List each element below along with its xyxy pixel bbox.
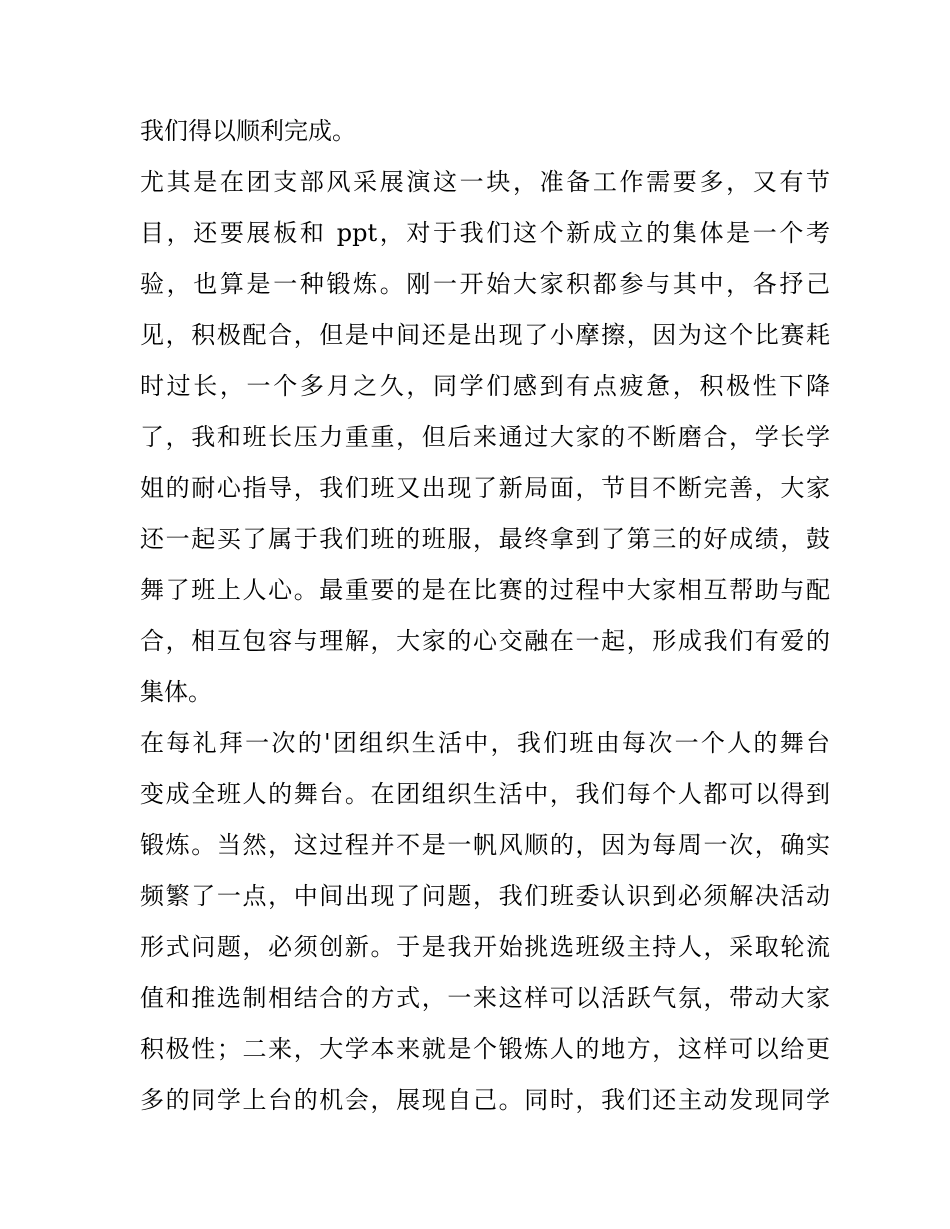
text-line: 姐的耐心指导，我们班又出现了新局面，节目不断完善，大家 <box>140 474 830 502</box>
text-line: 还一起买了属于我们班的班服，最终拿到了第三的好成绩，鼓 <box>140 525 830 553</box>
text-line: 尤其是在团支部风采展演这一块，准备工作需要多，又有节 <box>140 168 830 196</box>
text-line: 验，也算是一种锻炼。刚一开始大家积都参与其中，各抒己 <box>140 270 830 298</box>
text-line: 锻炼。当然，这过程并不是一帆风顺的，因为每周一次，确实 <box>140 831 830 859</box>
text-line: 频繁了一点，中间出现了问题，我们班委认识到必须解决活动 <box>140 882 830 910</box>
text-line: 我们得以顺利完成。 <box>140 117 356 145</box>
text-line: 见，积极配合，但是中间还是出现了小摩擦，因为这个比赛耗 <box>140 321 830 349</box>
text-line: 在每礼拜一次的'团组织生活中，我们班由每次一个人的舞台 <box>140 729 830 757</box>
text-line: 目，还要展板和 ppt，对于我们这个新成立的集体是一个考 <box>140 219 830 247</box>
text-line: 值和推选制相结合的方式，一来这样可以活跃气氛，带动大家 <box>140 984 830 1012</box>
text-line: 形式问题，必须创新。于是我开始挑选班级主持人，采取轮流 <box>140 933 830 961</box>
text-line: 时过长，一个多月之久，同学们感到有点疲惫，积极性下降 <box>140 372 830 400</box>
text-line: 了，我和班长压力重重，但后来通过大家的不断磨合，学长学 <box>140 423 830 451</box>
body-text <box>140 108 830 1128</box>
text-line: 变成全班人的舞台。在团组织生活中，我们每个人都可以得到 <box>140 780 830 808</box>
text-line: 集体。 <box>140 678 212 706</box>
text-line: 积极性；二来，大学本来就是个锻炼人的地方，这样可以给更 <box>140 1035 830 1063</box>
text-line: 舞了班上人心。最重要的是在比赛的过程中大家相互帮助与配 <box>140 576 830 604</box>
text-line: 合，相互包容与理解，大家的心交融在一起，形成我们有爱的 <box>140 627 830 655</box>
text-line: 多的同学上台的机会，展现自己。同时，我们还主动发现同学 <box>140 1086 830 1114</box>
